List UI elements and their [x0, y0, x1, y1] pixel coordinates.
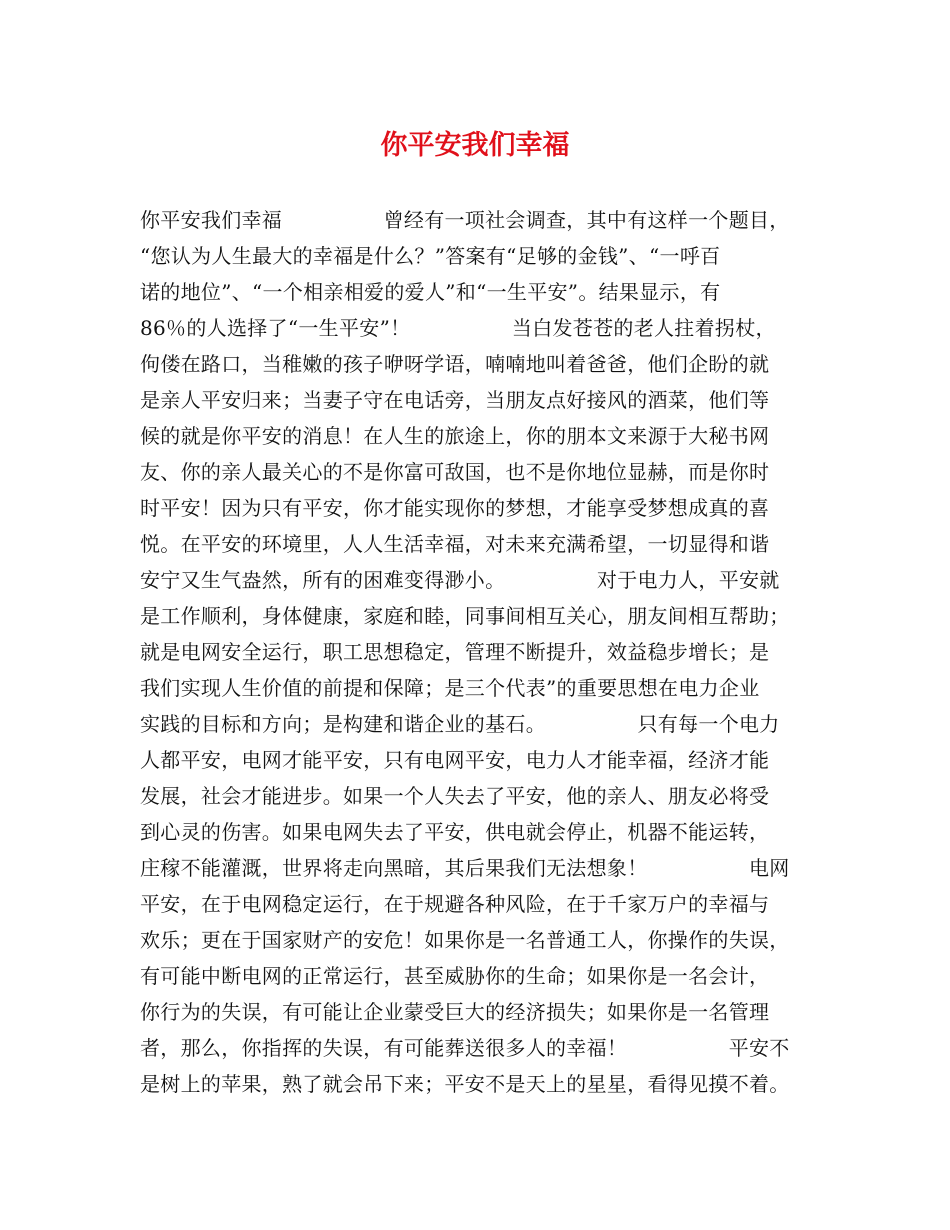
body-line: 平安，在于电网稳定运行，在于规避各种风险，在于千家万户的幸福与 [140, 892, 770, 916]
body-line: 者，那么，你指挥的失误，有可能葬送很多人的幸福！ 平安不 [140, 1036, 790, 1060]
body-line: 到心灵的伤害。如果电网失去了平安，供电就会停止，机器不能运转， [140, 820, 770, 844]
body-line: “您认为人生最大的幸福是什么？”答案有“足够的金钱”、“一呼百 [140, 244, 721, 268]
document-title: 你平安我们幸福 [380, 130, 570, 161]
body-line: 你行为的失误，有可能让企业蒙受巨大的经济损失；如果你是一名管理 [140, 1000, 770, 1024]
body-line: 86％的人选择了“一生平安”！ 当白发苍苍的老人拄着拐杖， [140, 316, 776, 340]
body-line: 是工作顺利，身体健康，家庭和睦，同事间相互关心，朋友间相互帮助； [140, 604, 790, 628]
body-line: 友、你的亲人最关心的不是你富可敌国，也不是你地位显赫，而是你时 [140, 460, 770, 484]
body-line: 悦。在平安的环境里，人人生活幸福，对未来充满希望，一切显得和谐 [140, 532, 770, 556]
body-line: 就是电网安全运行，职工思想稳定，管理不断提升，效益稳步增长；是 [140, 640, 770, 664]
body-line: 实践的目标和方向；是构建和谐企业的基石。 只有每一个电力 [140, 712, 780, 736]
body-line: 有可能中断电网的正常运行，甚至威胁你的生命；如果你是一名会计， [140, 964, 770, 988]
body-line: 安宁又生气盎然，所有的困难变得渺小。 对于电力人，平安就 [140, 568, 780, 592]
body-line: 发展，社会才能进步。如果一个人失去了平安，他的亲人、朋友必将受 [140, 784, 770, 808]
body-line: 是亲人平安归来；当妻子守在电话旁，当朋友点好接风的酒菜，他们等 [140, 388, 770, 412]
body-line: 庄稼不能灌溉，世界将走向黑暗，其后果我们无法想象！ 电网 [140, 856, 790, 880]
body-line: 候的就是你平安的消息！在人生的旅途上，你的朋本文来源于大秘书网 [140, 424, 770, 448]
body-line: 你平安我们幸福 曾经有一项社会调查，其中有这样一个题目， [140, 208, 790, 232]
body-line: 佝偻在路口，当稚嫩的孩子咿呀学语，喃喃地叫着爸爸，他们企盼的就 [140, 352, 770, 376]
body-line: 我们实现人生价值的前提和保障；是三个代表”的重要思想在电力企业 [140, 676, 760, 700]
body-line: 人都平安，电网才能平安，只有电网平安，电力人才能幸福，经济才能 [140, 748, 770, 772]
body-line: 是树上的苹果，熟了就会吊下来；平安不是天上的星星，看得见摸不着。 [140, 1072, 790, 1096]
body-line: 欢乐；更在于国家财产的安危！如果你是一名普通工人，你操作的失误， [140, 928, 790, 952]
body-line: 时平安！因为只有平安，你才能实现你的梦想，才能享受梦想成真的喜 [140, 496, 770, 520]
body-line: 诺的地位”、“一个相亲相爱的爱人”和“一生平安”。结果显示，有 [140, 280, 721, 304]
